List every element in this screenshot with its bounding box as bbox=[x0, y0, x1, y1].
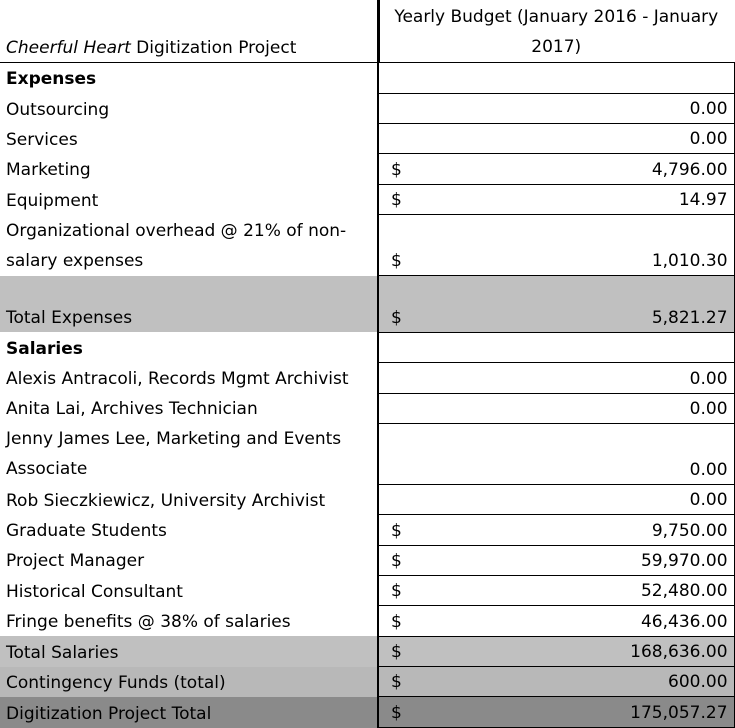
value-cell: 0.00 bbox=[400, 423, 734, 484]
currency-cell bbox=[378, 393, 400, 423]
currency-cell: $ bbox=[378, 154, 400, 184]
value-cell: 14.97 bbox=[400, 184, 734, 214]
value-cell: 46,436.00 bbox=[400, 606, 734, 636]
total-salaries-row bbox=[0, 636, 734, 666]
total-expenses-value: 5,821.27 bbox=[400, 276, 734, 333]
value-cell bbox=[400, 63, 734, 93]
row-label: Graduate Students bbox=[0, 515, 378, 545]
budget-title: Yearly Budget (January 2016 - January 2017) bbox=[378, 0, 734, 63]
row-label: Fringe benefits @ 38% of salaries bbox=[0, 606, 378, 636]
row-label: Anita Lai, Archives Technician bbox=[0, 393, 378, 423]
table-row bbox=[0, 393, 734, 423]
table-row bbox=[0, 184, 734, 214]
currency-cell bbox=[378, 63, 400, 93]
contingency-label: Contingency Funds (total) bbox=[0, 667, 378, 697]
table-row bbox=[0, 484, 734, 514]
row-label: Project Manager bbox=[0, 545, 378, 575]
row-label: Outsourcing bbox=[0, 93, 378, 123]
currency-cell bbox=[378, 93, 400, 123]
currency-cell bbox=[378, 484, 400, 514]
project-title bbox=[0, 0, 378, 63]
total-expenses-row bbox=[0, 276, 734, 333]
grand-total-row bbox=[0, 697, 734, 728]
salaries-heading-row bbox=[0, 332, 734, 362]
currency-cell: $ bbox=[378, 215, 400, 276]
value-cell: 0.00 bbox=[400, 363, 734, 393]
currency-cell: $ bbox=[378, 575, 400, 605]
currency-cell: $ bbox=[378, 697, 400, 728]
currency-cell: $ bbox=[378, 636, 400, 666]
value-cell bbox=[400, 332, 734, 362]
header-row bbox=[0, 0, 734, 63]
row-label: Jenny James Lee, Marketing and Events Associate bbox=[0, 423, 378, 484]
currency-cell: $ bbox=[378, 545, 400, 575]
expenses-heading-row bbox=[0, 63, 734, 93]
value-cell: 4,796.00 bbox=[400, 154, 734, 184]
value-cell: 52,480.00 bbox=[400, 575, 734, 605]
currency-cell: $ bbox=[378, 276, 400, 333]
table-row bbox=[0, 423, 734, 484]
total-salaries-value: 168,636.00 bbox=[400, 636, 734, 666]
value-cell: 0.00 bbox=[400, 93, 734, 123]
currency-cell bbox=[378, 124, 400, 154]
total-salaries-label: Total Salaries bbox=[0, 636, 378, 666]
currency-cell bbox=[378, 363, 400, 393]
table-row bbox=[0, 124, 734, 154]
currency-cell: $ bbox=[378, 606, 400, 636]
table-row bbox=[0, 154, 734, 184]
table-row bbox=[0, 93, 734, 123]
table-row bbox=[0, 215, 734, 276]
currency-cell bbox=[378, 423, 400, 484]
table-row bbox=[0, 515, 734, 545]
value-cell: 0.00 bbox=[400, 484, 734, 514]
row-label: Rob Sieczkiewicz, University Archivist bbox=[0, 484, 378, 514]
currency-cell: $ bbox=[378, 515, 400, 545]
value-cell: 0.00 bbox=[400, 124, 734, 154]
contingency-value: 600.00 bbox=[400, 667, 734, 697]
expenses-heading: Expenses bbox=[0, 63, 378, 93]
value-cell: 0.00 bbox=[400, 393, 734, 423]
grand-total-label: Digitization Project Total bbox=[0, 697, 378, 728]
value-cell: 9,750.00 bbox=[400, 515, 734, 545]
row-label: Services bbox=[0, 124, 378, 154]
table-row bbox=[0, 545, 734, 575]
row-label: Historical Consultant bbox=[0, 575, 378, 605]
table-row bbox=[0, 575, 734, 605]
project-name-italic: Cheerful Heart bbox=[6, 38, 131, 59]
table-row bbox=[0, 363, 734, 393]
grand-total-value: 175,057.27 bbox=[400, 697, 734, 728]
total-expenses-label: Total Expenses bbox=[0, 276, 378, 333]
row-label: Organizational overhead @ 21% of non-salary expenses bbox=[0, 215, 378, 276]
row-label: Marketing bbox=[0, 154, 378, 184]
contingency-row bbox=[0, 667, 734, 697]
currency-cell bbox=[378, 332, 400, 362]
project-name-rest: Digitization Project bbox=[130, 38, 297, 59]
salaries-heading: Salaries bbox=[0, 332, 378, 362]
value-cell: 59,970.00 bbox=[400, 545, 734, 575]
value-cell: 1,010.30 bbox=[400, 215, 734, 276]
row-label: Equipment bbox=[0, 184, 378, 214]
currency-cell: $ bbox=[378, 184, 400, 214]
row-label: Alexis Antracoli, Records Mgmt Archivist bbox=[0, 363, 378, 393]
table-row bbox=[0, 606, 734, 636]
currency-cell: $ bbox=[378, 667, 400, 697]
